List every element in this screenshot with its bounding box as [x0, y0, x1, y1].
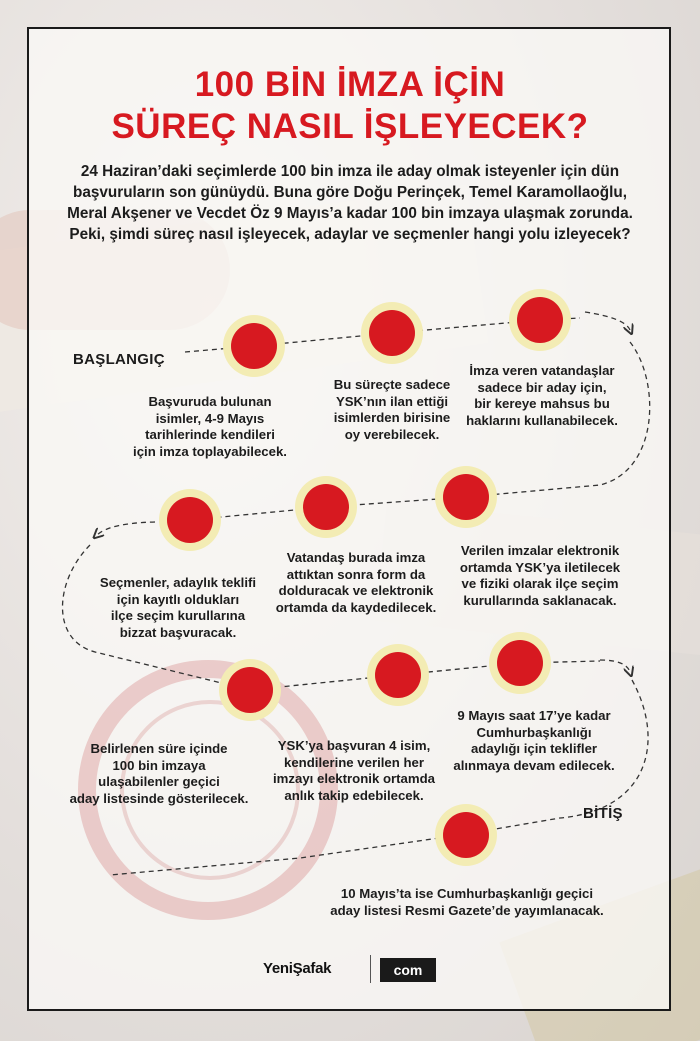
- step-text-line: ortamda da kaydedilecek.: [275, 599, 437, 615]
- step-dot-3: [509, 289, 571, 351]
- title-line-1: 100 BİN İMZA İÇİN: [194, 65, 506, 104]
- step-text-line: 9 Mayıs saat 17’ye kadar: [457, 708, 611, 723]
- step-text-line: ortamda YSK’ya iletilecek: [459, 559, 621, 575]
- step-text-line: Bu süreçte sadece: [333, 377, 451, 392]
- step-text-line: haklarını kullanabilecek.: [466, 412, 618, 428]
- step-text-10: [312, 886, 622, 919]
- intro-line: başvuruların son günüydü. Buna göre Doğu Perinçek, Temel Karamollaoğlu,: [73, 184, 627, 201]
- step-text-9: [54, 741, 264, 807]
- yenisafak-logo: YeniŞafak: [263, 960, 332, 977]
- intro-line: 24 Haziran’daki seçimlerde 100 bin imza ile aday olmak isteyenler için dün: [80, 163, 620, 180]
- step-text-4: [440, 543, 640, 609]
- step-text-line: 10 Mayıs’ta ise Cumhurbaşkanlığı geçici: [340, 886, 594, 901]
- step-dot-8: [367, 644, 429, 706]
- step-text-line: Cumhurbaşkanlığı: [476, 724, 592, 740]
- step-text-line: Verilen imzalar elektronik: [460, 543, 620, 558]
- timeline-arrow-right-2: [600, 660, 630, 672]
- step-text-line: ve fiziki olarak ilçe seçim: [461, 576, 619, 591]
- timeline-arrow-top: [585, 312, 630, 330]
- step-text-line: Başvuruda bulunan: [148, 394, 272, 409]
- step-text-line: Belirlenen süre içinde: [90, 741, 228, 756]
- step-dot-4: [435, 466, 497, 528]
- step-text-line: İmza veren vatandaşlar: [469, 363, 615, 378]
- step-text-line: YSK’nın ilan ettiği: [335, 393, 449, 409]
- footer-divider: [370, 955, 371, 983]
- step-text-5: [258, 550, 454, 616]
- step-text-line: oy verebilecek.: [344, 426, 440, 442]
- step-text-line: dolduracak ve elektronik: [278, 583, 434, 598]
- end-label: BİTİŞ: [583, 805, 623, 822]
- step-text-line: için imza toplayabilecek.: [133, 443, 287, 459]
- step-text-line: ulaşabilenler geçici: [98, 774, 220, 789]
- step-text-line: sadece bir aday için,: [477, 379, 607, 395]
- intro-line: Peki, şimdi süreç nasıl işleyecek, adaylar ve seçmenler hangi yolu izleyecek?: [69, 226, 631, 243]
- step-text-line: alınmaya devam edilecek.: [453, 757, 615, 773]
- step-text-line: attıktan sonra form da: [286, 566, 426, 582]
- start-label: BAŞLANGIÇ: [73, 351, 165, 368]
- step-dot-6: [159, 489, 221, 551]
- step-dot-7: [489, 632, 551, 694]
- step-text-line: isimlerden birisine: [333, 410, 451, 425]
- step-dot-9: [219, 659, 281, 721]
- step-text-1: [120, 394, 300, 460]
- title-line-2: SÜREÇ NASIL İŞLEYECEK?: [111, 107, 589, 146]
- step-text-line: ilçe seçim kurullarına: [110, 608, 246, 623]
- step-text-line: aday listesi Resmi Gazete’de yayımlanacak.: [330, 902, 604, 918]
- step-text-line: anlık takip edebilecek.: [284, 787, 424, 803]
- step-dot-10: [435, 804, 497, 866]
- timeline-arrow-left: [97, 522, 155, 535]
- step-text-line: 100 bin imzaya: [112, 757, 206, 773]
- step-dot-2: [361, 302, 423, 364]
- step-text-line: bir kereye mahsus bu: [474, 396, 610, 411]
- com-badge: com: [380, 958, 436, 982]
- step-text-6: [78, 575, 278, 641]
- step-text-line: imzayı elektronik ortamda: [273, 771, 435, 786]
- step-dot-1: [223, 315, 285, 377]
- step-text-line: aday listesinde gösterilecek.: [69, 790, 249, 806]
- step-text-line: kurullarında saklanacak.: [463, 592, 617, 608]
- step-dot-5: [295, 476, 357, 538]
- step-text-line: tarihlerinde kendileri: [145, 427, 275, 442]
- step-text-line: isimler, 4-9 Mayıs: [155, 410, 265, 426]
- step-text-line: için kayıtlı oldukları: [116, 591, 240, 607]
- intro-line: Meral Akşener ve Vecdet Öz 9 Mayıs’a kadar 100 bin imzaya ulaşmak zorunda.: [67, 205, 633, 222]
- step-text-line: YSK’ya başvuran 4 isim,: [277, 738, 431, 753]
- step-text-line: adaylığı için teklifler: [470, 741, 598, 756]
- step-text-line: kendilerine verilen her: [284, 754, 424, 770]
- step-text-8: [254, 738, 454, 804]
- step-text-line: Seçmenler, adaylık teklifi: [99, 575, 257, 590]
- step-text-7: [436, 708, 632, 774]
- step-text-3: [444, 363, 640, 429]
- step-text-line: Vatandaş burada imza: [286, 550, 426, 565]
- step-text-line: bizzat başvuracak.: [119, 624, 237, 640]
